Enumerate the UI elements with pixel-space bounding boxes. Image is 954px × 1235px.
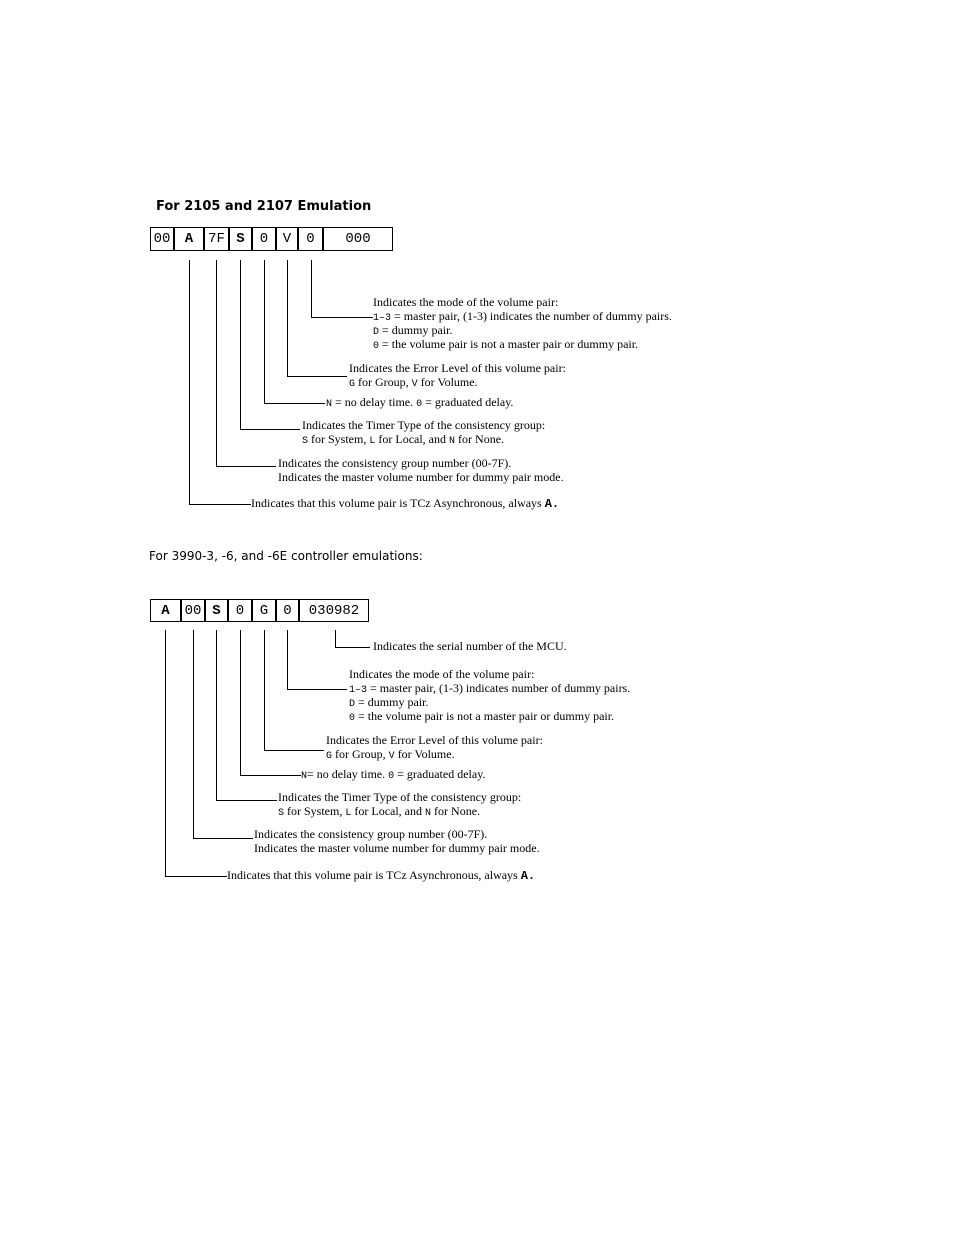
leader-line-async bbox=[189, 260, 251, 505]
delay-description: N = no delay time. 0 = graduated delay. bbox=[326, 395, 514, 410]
field-cell-1: 00 bbox=[150, 227, 174, 251]
section2-heading: For 3990-3, -6, and -6E controller emulations: bbox=[149, 549, 423, 563]
timer-description: Indicates the Timer Type of the consistency group: S for System, L for Local, and N for None. bbox=[278, 790, 522, 819]
leader-line-async bbox=[165, 630, 227, 877]
section1-heading: For 2105 and 2107 Emulation bbox=[156, 199, 372, 214]
serial-description: Indicates the serial number of the MCU. bbox=[373, 639, 567, 653]
field-cell-5: G bbox=[252, 599, 276, 622]
field-cell-4: 0 bbox=[228, 599, 252, 622]
mode-description: Indicates the mode of the volume pair: 1–3 = master pair, (1-3) indicates number of dummy pairs. D = dummy pair. 0 = the volume pair is not a master pair or dummy pair. bbox=[349, 667, 631, 724]
field-cell-1: A bbox=[150, 599, 181, 622]
timer-description: Indicates the Timer Type of the consistency group: S for System, L for Local, and N for None. bbox=[302, 418, 546, 447]
field-cell-3: 7F bbox=[204, 227, 229, 251]
error-level-description: Indicates the Error Level of this volume pair: G for Group, V for Volume. bbox=[326, 733, 543, 762]
field-cell-8: 000 bbox=[323, 227, 393, 251]
field-cell-3: S bbox=[205, 599, 228, 622]
field-cell-2: A bbox=[174, 227, 204, 251]
group-description: Indicates the consistency group number (00-7F). Indicates the master volume number for dummy pair mode. bbox=[254, 827, 540, 855]
field-cell-7: 0 bbox=[298, 227, 323, 251]
group-description: Indicates the consistency group number (00-7F). Indicates the master volume number for dummy pair mode. bbox=[278, 456, 564, 484]
mode-description: Indicates the mode of the volume pair: 1–3 = master pair, (1-3) indicates the number of dummy pairs. D = dummy pair. 0 = the volume pair is not a master pair or dummy pair. bbox=[373, 295, 672, 352]
field-cell-2: 00 bbox=[181, 599, 205, 622]
error-level-description: Indicates the Error Level of this volume pair: G for Group, V for Volume. bbox=[349, 361, 566, 390]
field-cell-7: 030982 bbox=[299, 599, 369, 622]
field-cell-6: V bbox=[276, 227, 298, 251]
field-cell-4: S bbox=[229, 227, 252, 251]
async-description: Indicates that this volume pair is TCz Asynchronous, always A. bbox=[227, 868, 536, 883]
field-cell-6: 0 bbox=[276, 599, 299, 622]
async-description: Indicates that this volume pair is TCz Asynchronous, always A. bbox=[251, 496, 560, 511]
delay-description: N= no delay time. 0 = graduated delay. bbox=[301, 767, 486, 782]
field-cell-5: 0 bbox=[252, 227, 276, 251]
